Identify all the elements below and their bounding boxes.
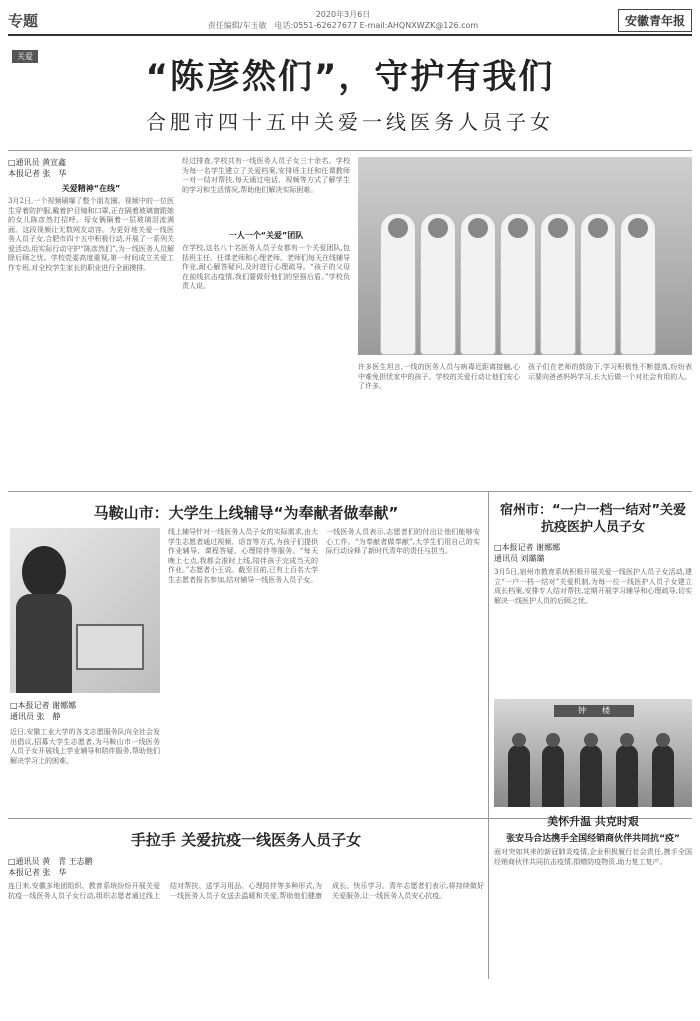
masthead-logo: 安徽青年报	[618, 9, 692, 32]
article-main-col2	[182, 157, 350, 484]
person-figure	[508, 745, 530, 807]
medical-worker-figure	[580, 213, 616, 355]
donation-photo	[494, 699, 692, 807]
article-main-col3	[358, 363, 520, 483]
medical-worker-figure	[460, 213, 496, 355]
article-handinhand-byline	[8, 856, 484, 878]
student-head	[22, 546, 66, 598]
medical-worker-figure	[420, 213, 456, 355]
medical-staff-photo	[358, 157, 692, 355]
byline-line: □通讯员 黄 青 王志鹏	[8, 857, 93, 866]
article-suzhou-text: 3月5日,宿州市教育系统积极开展关爱一线医护人员子女活动,建立“一户一档一结对”关爱机制,为每一位一线医护人员子女建立成长档案,安排专人结对帮扶,定期开展学习辅导和心理疏导,切实解决一线医护人员的后顾之忧。	[494, 568, 692, 605]
person-figure	[542, 745, 564, 807]
column-divider	[488, 819, 489, 979]
article-suzhou-title: 宿州市：“一户一档一结对”关爱抗疫医护人员子女	[499, 503, 687, 535]
header-info	[68, 9, 618, 31]
article-handinhand	[8, 819, 484, 979]
sub-title: 合肥市四十五中关爱一线医务人员子女	[146, 110, 554, 134]
person-figure	[580, 745, 602, 807]
article-main-text-1: 3月2日,一个视频刷爆了整个朋友圈。视频中的一位医生穿着防护服,戴着护目镜和口罩,正在隔着玻璃窗跟她的女儿陈彦然打招呼。母女俩隔着一层玻璃泪流满面。这段视频让无数网友动容。为更好地关爱一线医务人员子女,合肥市四十五中积极行动,开展了一系列关爱活动,用实际行动守护“陈彦然们”,为一线医务人员解除后顾之忧。学校党委高度重视,第一时间成立关爱工作专班,对全校学生家长的职业进行全面摸排。	[8, 197, 174, 272]
article-handinhand-title: 手拉手 关爱抗疫一线医务人员子女	[130, 831, 362, 849]
student-tutoring-photo	[10, 528, 160, 693]
article-handinhand-text: 连日来,安徽多地团组织、教育系统纷纷开展关爱抗疫一线医务人员子女行动,组织志愿者通过线上结对帮扶、送学习用品、心理陪伴等多种形式,为一线医务人员子女送去温暖和关爱,帮助他们健康成长、快乐学习。青年志愿者们表示,将持续做好关爱服务,让一线医务人员安心抗疫。	[8, 882, 484, 900]
student-body	[16, 594, 72, 693]
article-maanshan	[8, 492, 484, 818]
byline-line: 本报记者 张 华	[8, 868, 67, 877]
article-main-text-3: 许多医生坦言,一线的医务人员与病毒近距离接触,心中难免担忧家中的孩子。学校的关爱行动让他们安心了许多。	[358, 363, 520, 390]
medical-worker-figure	[500, 213, 536, 355]
byline-line: 通讯员 刘璐璐	[494, 554, 545, 563]
article-maanshan-title: 马鞍山市：大学生上线辅导“为奉献者做奉献”	[93, 504, 399, 522]
editor-info: 责任编辑/车玉敏 电话:0551-62627677 E-mail:AHQNXWZK@126.com	[207, 21, 479, 30]
article-main-col4	[528, 363, 692, 483]
article-main-text-4: 孩子们在老师的鼓励下,学习积极性不断提高,纷纷表示要向爸爸妈妈学习,长大后做一个对社会有用的人。	[528, 363, 692, 381]
byline-line: □本报记者 谢娜娜	[494, 543, 561, 552]
article-main	[8, 151, 692, 492]
medical-worker-figure	[380, 213, 416, 355]
medical-worker-figure	[540, 213, 576, 355]
column-divider	[488, 492, 489, 818]
issue-date: 2020年3月6日	[315, 10, 371, 19]
page-header	[8, 6, 692, 36]
advertorial-title-2: 张安马合达携手全国经销商伙伴共同抗“疫”	[506, 834, 680, 844]
byline-line: 通讯员 张 静	[10, 712, 61, 721]
laptop-icon	[76, 624, 144, 670]
article-maanshan-text-3: 一线医务人员表示,志愿者们的付出让他们能够安心工作。“为奉献者做奉献”,大学生们用自己的实际行动诠释了新时代青年的责任与担当。	[326, 528, 480, 555]
banner	[8, 36, 692, 151]
article-main-text-2: 经过排查,学校共有一线医务人员子女三十余名。学校为每一名学生建立了关爱档案,安排班主任和任课教师一对一结对帮扶,每天通过电话、视频等方式了解学生的学习和生活情况,帮助他们解决实际困难。	[182, 157, 350, 194]
advertorial	[494, 813, 692, 960]
article-main-col1	[8, 157, 174, 472]
byline-line: 本报记者 张 华	[8, 169, 67, 178]
article-main-subhead-2: 一人一个“关爱”团队	[228, 231, 304, 240]
byline-line: □通讯员 黄宣鑫	[8, 158, 67, 167]
article-main-text-2b: 在学校,这名八十名医务人员子女都有一个关爱团队,包括班主任、任课老师和心理老师。老师们每天在线辅导作业,耐心解答疑问,及时进行心理疏导。“孩子的父母在前线抗击疫情,我们要做好他们的坚强后盾。”学校负责人说。	[182, 244, 350, 290]
article-suzhou-byline	[494, 542, 692, 564]
column-tag: 关爱	[12, 50, 38, 63]
building-sign: 钟 楼	[554, 705, 634, 717]
medical-worker-figure	[620, 213, 656, 355]
byline-line: □本报记者 谢娜娜	[10, 701, 77, 710]
person-figure	[616, 745, 638, 807]
article-main-byline	[8, 157, 174, 179]
person-figure	[652, 745, 674, 807]
article-maanshan-text-2: 线上辅导针对一线医务人员子女的实际需求,由大学生志愿者通过视频、语音等方式,为孩子们提供作业辅导、课程答疑、心理陪伴等服务。“每天晚上七点,我都会准时上线,陪伴孩子完成当天的作业。”志愿者小王说。截至目前,已有上百名大学生志愿者报名参加,结对辅导一线医务人员子女。	[168, 528, 318, 584]
main-title: “陈彦然们”，守护有我们	[145, 57, 555, 97]
article-main-subhead-1: 关爱精神“在线”	[61, 184, 121, 193]
article-maanshan-text-1: 近日,安徽工业大学的各支志愿服务队向全社会发出倡议,招募大学生志愿者,为马鞍山市一线医务人员子女开展线上学业辅导和陪伴服务,帮助他们解决学习上的困难。	[10, 728, 160, 765]
advertorial-text: 面对突如其来的新冠肺炎疫情,企业积极履行社会责任,携手全国经销商伙伴共同抗击疫情,捐赠防疫物资,助力复工复产。	[494, 848, 692, 866]
advertorial-title-1: 美怀升温 共克时艰	[547, 815, 639, 828]
section-tag: 专题	[8, 11, 39, 30]
article-maanshan-byline	[10, 700, 160, 722]
